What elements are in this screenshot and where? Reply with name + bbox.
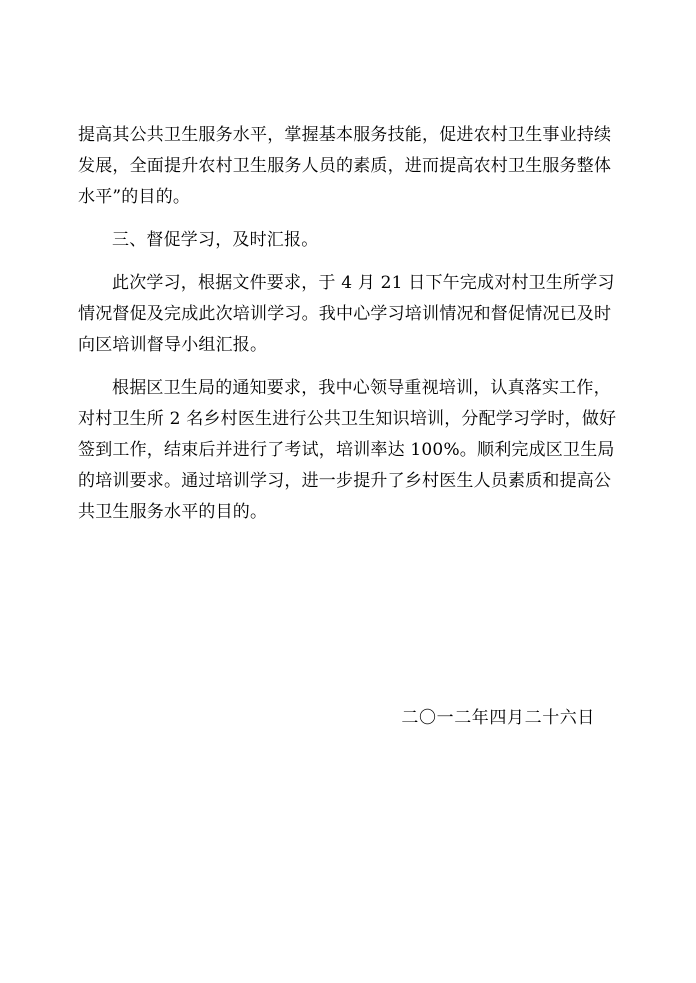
paragraph-gap — [78, 361, 618, 373]
paragraph-continuation: 提高其公共卫生服务水平，掌握基本服务技能，促进农村卫生事业持续发展，全面提升农村卫生服务人员的素质，进而提高农村卫生服务整体水平”的目的。 — [78, 125, 612, 207]
document-body — [78, 120, 618, 528]
paragraph-study-supervision: 此次学习，根据文件要求，于 4 月 21 日下午完成对村卫生所学习情况督促及完成此次培训学习。我中心学习培训情况和督促情况已及时向区培训督导小组汇报。 — [78, 273, 615, 355]
paragraph-gap — [78, 213, 618, 225]
section-heading-supervise-report: 三、督促学习，及时汇报。 — [112, 230, 319, 250]
paragraph-gap — [78, 256, 618, 268]
paragraph-training-summary: 根据区卫生局的通知要求，我中心领导重视培训，认真落实工作，对村卫生所 2 名乡村医生进行公共卫生知识培训，分配学习学时，做好签到工作，结束后并进行了考试，培训率达 100%。顺利完成区卫生局的培训要求。通过培训学习，进一步提升了乡村医生人员素质和提高公共卫生服务水平的目的。 — [78, 378, 617, 522]
document-date: 二〇一二年四月二十六日 — [401, 708, 595, 728]
